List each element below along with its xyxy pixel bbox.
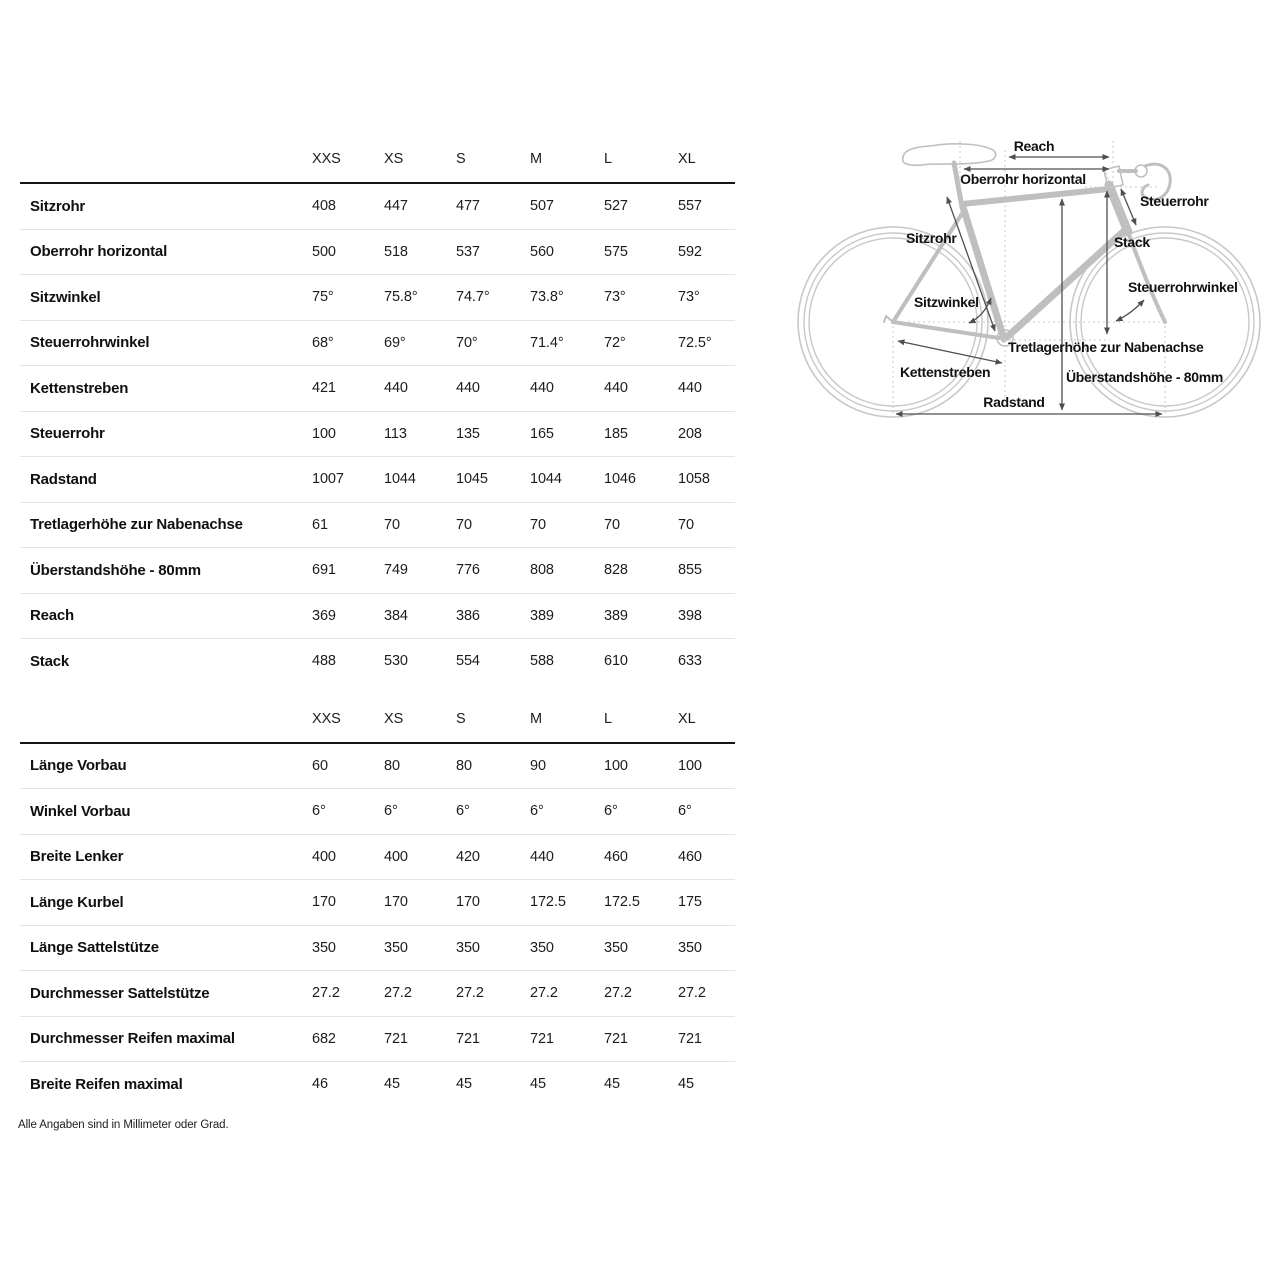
table-footnote: Alle Angaben sind in Millimeter oder Grad. (18, 1119, 229, 1131)
spec-value: 73° (604, 289, 626, 306)
diagram-label-reach: Reach (1013, 138, 1055, 154)
spec-label: Sitzwinkel (30, 288, 101, 306)
spec-value: 45 (604, 1076, 620, 1093)
spec-value: 1007 (312, 471, 344, 488)
diagram-label-steuerrohrwinkel: Steuerrohrwinkel (1128, 279, 1238, 295)
spec-value: 45 (530, 1076, 546, 1093)
spec-value: 592 (678, 243, 702, 260)
spec-value: 6° (312, 803, 326, 820)
spec-value: 610 (604, 653, 628, 670)
spec-value: 682 (312, 1030, 336, 1047)
spec-value: 1044 (384, 471, 416, 488)
spec-value: 27.2 (312, 985, 340, 1002)
spec-value: 389 (530, 607, 554, 624)
size-column-header: M (530, 151, 542, 167)
spec-value: 460 (604, 848, 628, 865)
spec-value: 420 (456, 848, 480, 865)
spec-value: 721 (456, 1030, 480, 1047)
spec-value: 421 (312, 380, 336, 397)
spec-label: Länge Sattelstütze (30, 939, 159, 957)
spec-label: Tretlagerhöhe zur Nabenachse (30, 516, 243, 534)
spec-value: 350 (456, 939, 480, 956)
size-column-header: S (456, 151, 466, 167)
spec-value: 45 (456, 1076, 472, 1093)
spec-value: 69° (384, 334, 406, 351)
spec-label: Breite Reifen maximal (30, 1075, 183, 1093)
spec-value: 1044 (530, 471, 562, 488)
kettenstreben-arrow (898, 341, 1002, 363)
diagram-label-sitzwinkel: Sitzwinkel (914, 294, 979, 310)
size-column-header: XL (678, 710, 696, 727)
spec-value: 633 (678, 653, 702, 670)
spec-value: 6° (530, 803, 544, 820)
spec-value: 386 (456, 607, 480, 624)
spec-value: 808 (530, 562, 554, 579)
spec-value: 80 (456, 757, 472, 774)
spec-value: 400 (384, 848, 408, 865)
spec-value: 560 (530, 243, 554, 260)
spec-value: 6° (456, 803, 470, 820)
spec-value: 172.5 (604, 894, 640, 911)
spec-value: 45 (384, 1076, 400, 1093)
size-column-header: L (604, 151, 612, 167)
spec-value: 185 (604, 425, 628, 442)
spec-label: Sitzrohr (30, 197, 86, 215)
spec-value: 350 (384, 939, 408, 956)
spec-value: 135 (456, 425, 480, 442)
spec-value: 350 (604, 939, 628, 956)
spec-value: 507 (530, 198, 554, 215)
spec-value: 27.2 (678, 985, 706, 1002)
spec-value: 440 (678, 380, 702, 397)
spec-value: 61 (312, 516, 328, 533)
spec-label: Radstand (30, 470, 97, 488)
spec-label: Oberrohr horizontal (30, 243, 168, 261)
spec-value: 170 (456, 894, 480, 911)
spec-value: 73.8° (530, 289, 564, 306)
spec-value: 113 (384, 425, 407, 442)
spec-value: 721 (604, 1030, 628, 1047)
spec-value: 70 (678, 516, 694, 533)
spec-value: 389 (604, 607, 628, 624)
spec-value: 554 (456, 653, 480, 670)
spec-value: 72.5° (678, 334, 712, 351)
spec-value: 27.2 (530, 985, 558, 1002)
spec-value: 27.2 (384, 985, 412, 1002)
spec-value: 74.7° (456, 289, 490, 306)
spec-value: 530 (384, 653, 408, 670)
spec-label: Steuerrohrwinkel (30, 334, 150, 352)
size-column-header: XXS (312, 151, 341, 167)
spec-value: 721 (678, 1030, 702, 1047)
spec-value: 369 (312, 607, 336, 624)
spec-label: Reach (30, 607, 75, 625)
saddle (903, 144, 996, 165)
spec-value: 855 (678, 562, 702, 579)
spec-value: 172.5 (530, 894, 566, 911)
spec-value: 70° (456, 334, 478, 351)
diagram-label-radstand: Radstand (983, 394, 1045, 410)
spec-value: 350 (678, 939, 702, 956)
size-column-header: M (530, 710, 542, 727)
spec-value: 100 (678, 757, 702, 774)
spec-label: Länge Vorbau (30, 757, 127, 775)
spec-value: 500 (312, 243, 336, 260)
spec-label: Winkel Vorbau (30, 802, 131, 820)
spec-value: 100 (312, 425, 336, 442)
spec-value: 208 (678, 425, 702, 442)
spec-label: Kettenstreben (30, 379, 129, 397)
spec-value: 518 (384, 243, 408, 260)
spec-value: 1046 (604, 471, 636, 488)
diagram-label-sitzrohr: Sitzrohr (906, 230, 957, 246)
spec-value: 70 (604, 516, 620, 533)
spec-value: 440 (384, 380, 408, 397)
diagram-label-kettenstreben: Kettenstreben (900, 364, 991, 380)
spec-value: 440 (456, 380, 480, 397)
spec-label: Überstandshöhe - 80mm (30, 561, 201, 579)
spec-value: 60 (312, 757, 328, 774)
spec-label: Stack (30, 652, 70, 670)
spec-label: Durchmesser Reifen maximal (30, 1030, 235, 1048)
size-column-header: XXS (312, 710, 341, 727)
spec-value: 27.2 (456, 985, 484, 1002)
spec-label: Länge Kurbel (30, 893, 124, 911)
diagram-label-stack: Stack (1114, 234, 1150, 250)
size-column-header: S (456, 710, 466, 727)
spec-value: 350 (530, 939, 554, 956)
spec-value: 575 (604, 243, 628, 260)
size-column-header: XS (384, 151, 404, 167)
spec-value: 828 (604, 562, 628, 579)
spec-value: 70 (456, 516, 472, 533)
size-column-header: XS (384, 710, 404, 727)
spec-value: 350 (312, 939, 336, 956)
spec-value: 460 (678, 848, 702, 865)
spec-value: 440 (530, 380, 554, 397)
spec-value: 477 (456, 198, 480, 215)
spec-value: 72° (604, 334, 626, 351)
spec-value: 100 (604, 757, 628, 774)
size-column-header: L (604, 710, 612, 727)
spec-value: 165 (530, 425, 554, 442)
spec-label: Steuerrohr (30, 425, 105, 443)
spec-value: 170 (384, 894, 408, 911)
spec-value: 588 (530, 653, 554, 670)
spec-value: 537 (456, 243, 480, 260)
diagram-label-oberrohr: Oberrohr horizontal (960, 171, 1086, 187)
size-column-header: XL (678, 151, 696, 167)
spec-value: 75.8° (384, 289, 418, 306)
spec-value: 46 (312, 1076, 328, 1093)
spec-value: 384 (384, 607, 408, 624)
spec-value: 70 (530, 516, 546, 533)
steuerrohrwinkel-arc (1116, 300, 1144, 321)
spec-value: 408 (312, 198, 336, 215)
spec-value: 440 (604, 380, 628, 397)
spec-value: 488 (312, 653, 336, 670)
spec-value: 749 (384, 562, 408, 579)
spec-label: Durchmesser Sattelstütze (30, 984, 210, 1002)
spec-value: 90 (530, 757, 546, 774)
spec-value: 70 (384, 516, 400, 533)
spec-value: 73° (678, 289, 700, 306)
spec-value: 721 (530, 1030, 554, 1047)
spec-value: 1045 (456, 471, 488, 488)
spec-value: 6° (678, 803, 692, 820)
spec-label: Breite Lenker (30, 848, 124, 866)
spec-value: 75° (312, 289, 334, 306)
spec-value: 400 (312, 848, 336, 865)
spec-value: 6° (604, 803, 618, 820)
spec-value: 68° (312, 334, 334, 351)
spec-value: 170 (312, 894, 336, 911)
rear-dropout (884, 316, 893, 322)
spec-value: 557 (678, 198, 702, 215)
spec-value: 447 (384, 198, 408, 215)
spec-value: 1058 (678, 471, 710, 488)
spec-value: 80 (384, 757, 400, 774)
diagram-label-ueberstandshoehe: Überstandshöhe - 80mm (1066, 369, 1224, 385)
spec-value: 527 (604, 198, 628, 215)
spec-value: 440 (530, 848, 554, 865)
spec-value: 175 (678, 894, 702, 911)
spec-value: 27.2 (604, 985, 632, 1002)
spec-value: 6° (384, 803, 398, 820)
diagram-label-steuerrohr: Steuerrohr (1140, 193, 1209, 209)
spec-value: 721 (384, 1030, 408, 1047)
spec-value: 45 (678, 1076, 694, 1093)
spec-value: 398 (678, 607, 702, 624)
diagram-label-tretlagerhoehe: Tretlagerhöhe zur Nabenachse (1008, 339, 1204, 355)
spec-value: 71.4° (530, 334, 564, 351)
spec-value: 691 (312, 562, 336, 579)
spec-value: 776 (456, 562, 480, 579)
